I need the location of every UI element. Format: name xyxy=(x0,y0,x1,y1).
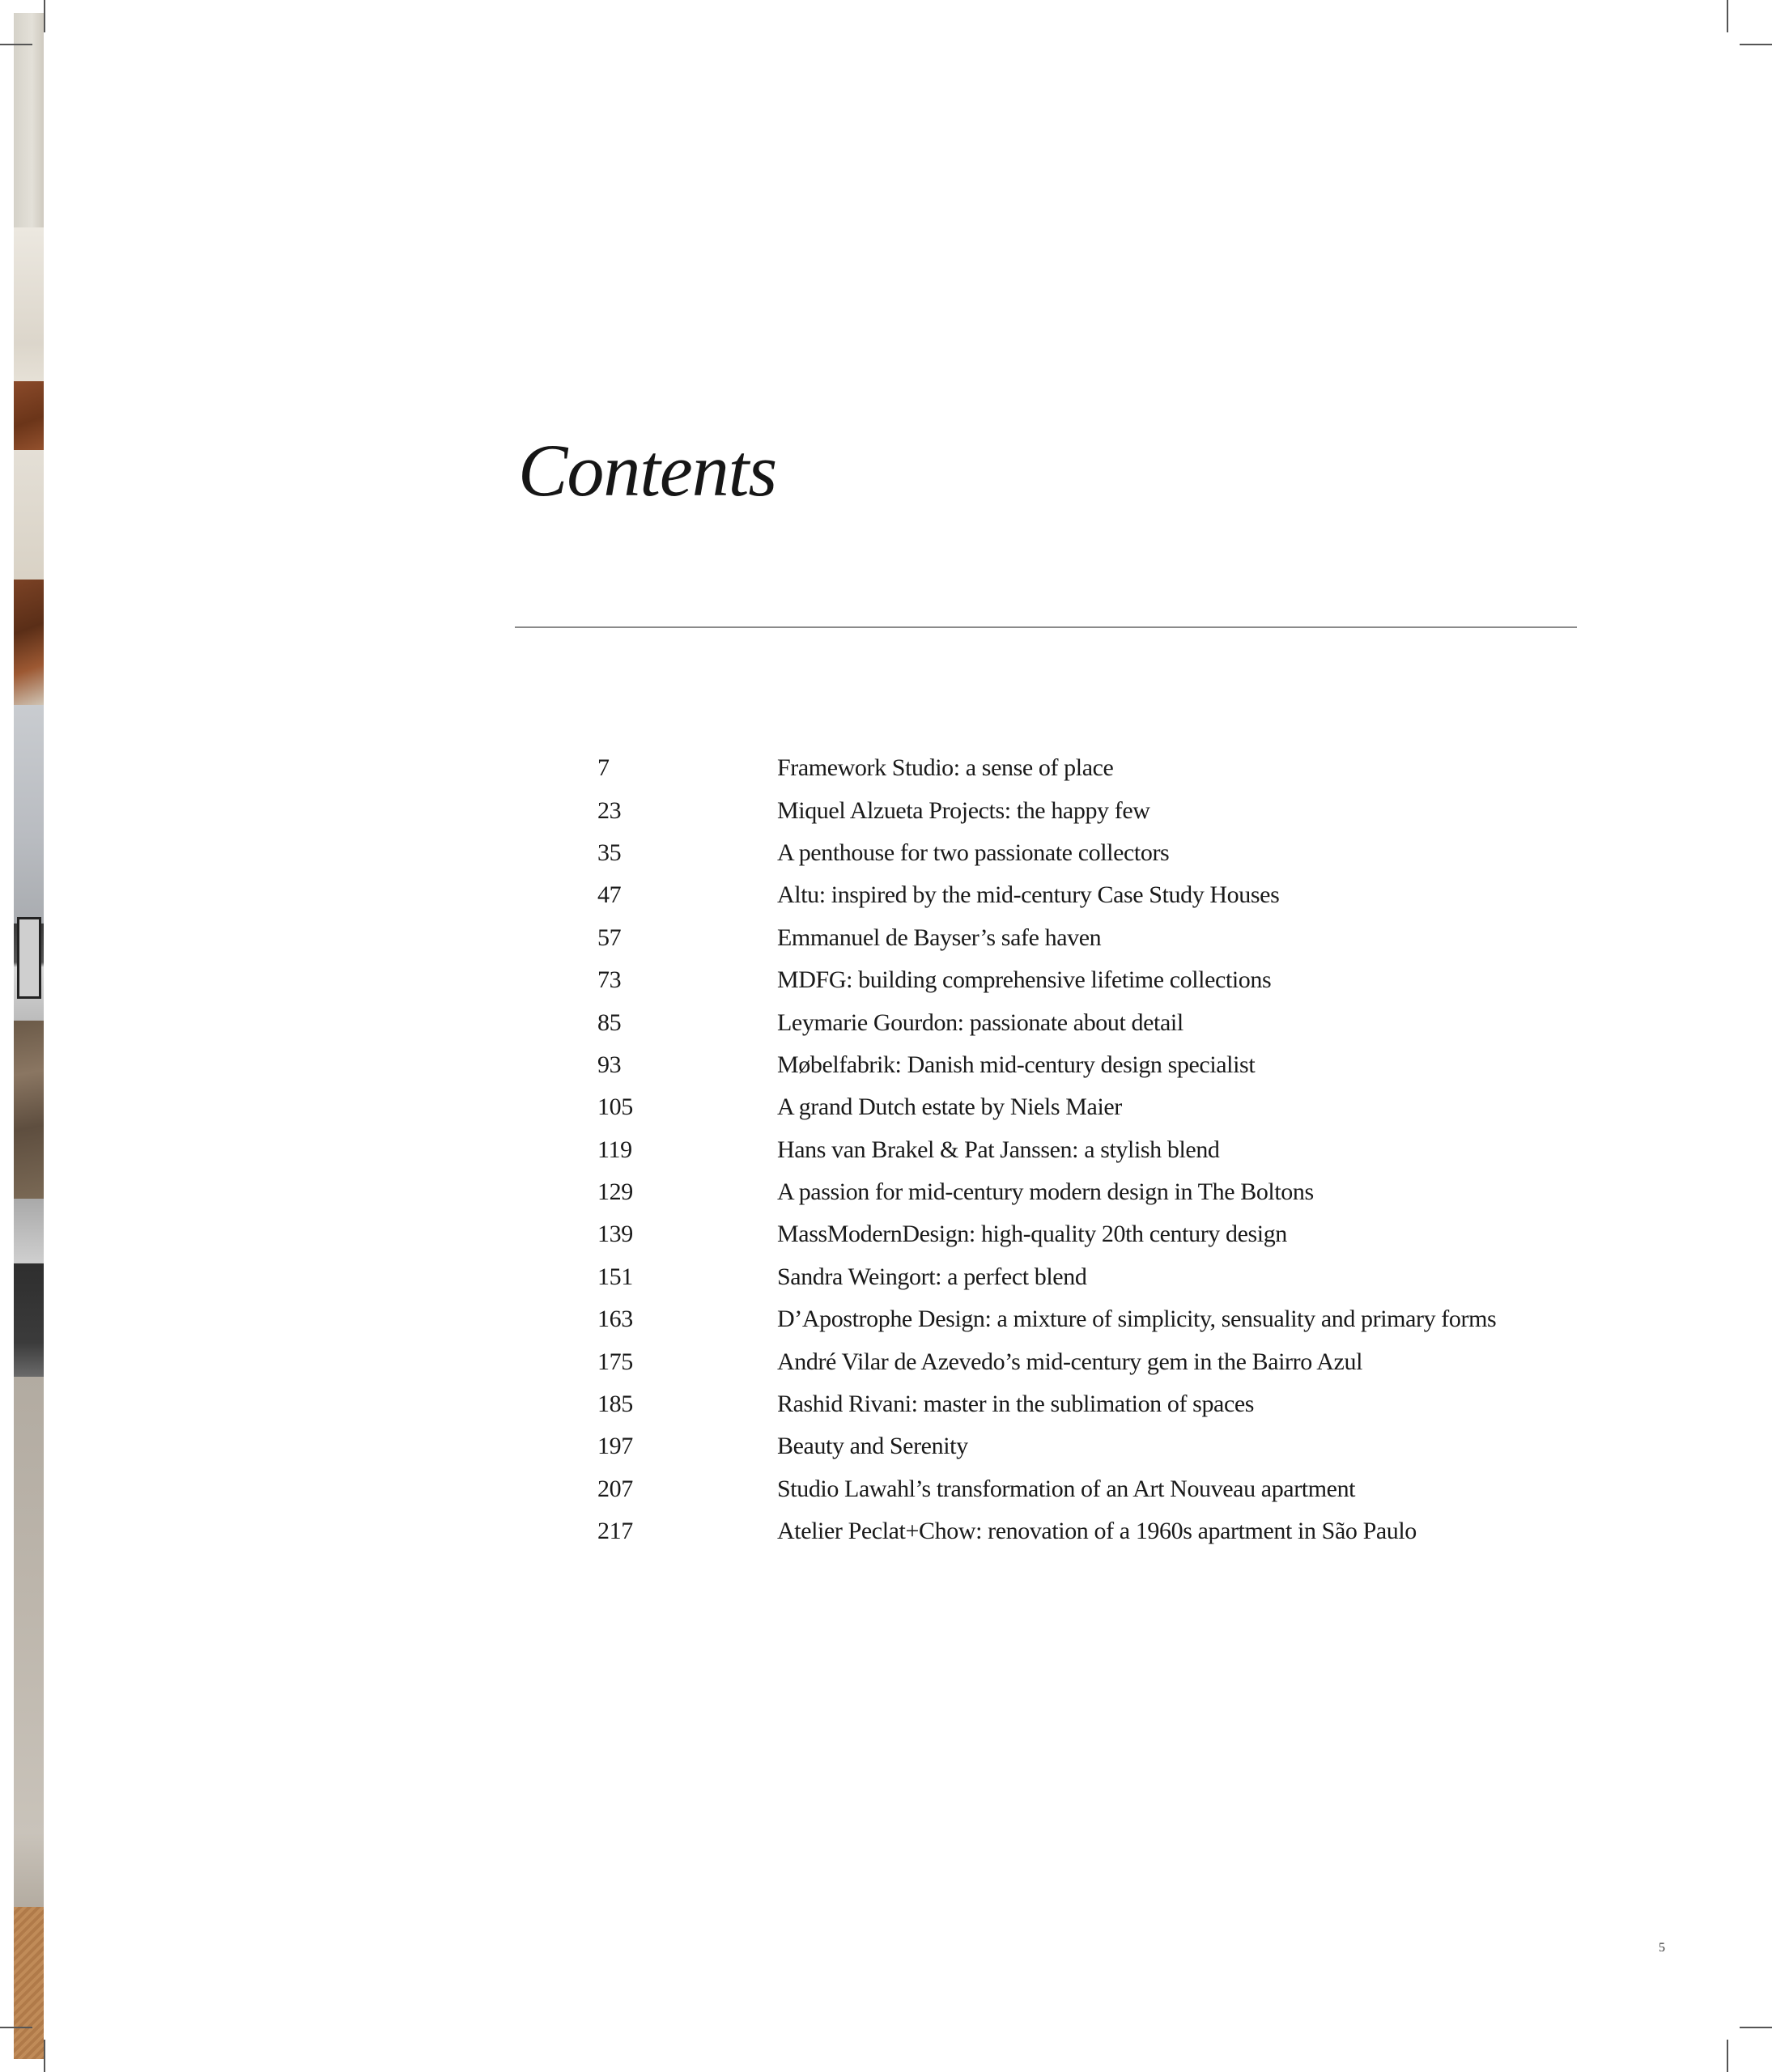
toc-page-number: 197 xyxy=(597,1433,633,1460)
photo-segment xyxy=(14,580,44,705)
toc-page-number: 35 xyxy=(597,839,622,866)
toc-entry-title: Framework Studio: a sense of place xyxy=(777,754,1114,782)
toc-entry-title: MassModernDesign: high-quality 20th century design xyxy=(777,1221,1287,1248)
toc-entry-title: André Vilar de Azevedo’s mid-century gem in the Bairro Azul xyxy=(777,1348,1363,1375)
toc-entry[interactable] xyxy=(597,1213,1642,1255)
photo-segment xyxy=(14,1199,44,1263)
toc-entry[interactable] xyxy=(597,917,1642,959)
toc-entry-title: A grand Dutch estate by Niels Maier xyxy=(777,1093,1122,1121)
toc-entry[interactable] xyxy=(597,1298,1642,1340)
toc-page-number: 105 xyxy=(597,1093,633,1121)
crop-mark xyxy=(1727,2040,1728,2072)
toc-page-number: 217 xyxy=(597,1518,633,1545)
toc-entry[interactable] xyxy=(597,1425,1642,1467)
toc-entry[interactable] xyxy=(597,1171,1642,1213)
toc-entry[interactable] xyxy=(597,747,1642,789)
toc-entry-title: Leymarie Gourdon: passionate about detail xyxy=(777,1008,1183,1036)
left-photo-strip xyxy=(14,13,44,2059)
crop-mark xyxy=(44,0,45,32)
toc-page-number: 85 xyxy=(597,1008,622,1036)
crop-mark xyxy=(44,2040,45,2072)
toc-entry-title: Rashid Rivani: master in the sublimation of spaces xyxy=(777,1391,1255,1418)
toc-page-number: 23 xyxy=(597,796,622,824)
photo-segment xyxy=(14,1907,44,2059)
toc-entry-title: A passion for mid-century modern design in The Boltons xyxy=(777,1178,1314,1206)
photo-segment xyxy=(14,227,44,393)
crop-mark xyxy=(0,44,32,45)
picture-frame-detail xyxy=(17,917,41,999)
toc-page-number: 139 xyxy=(597,1221,633,1248)
toc-entry[interactable] xyxy=(597,1383,1642,1425)
toc-entry[interactable] xyxy=(597,1468,1642,1510)
toc-page-number: 163 xyxy=(597,1306,633,1333)
toc-entry-title: Miquel Alzueta Projects: the happy few xyxy=(777,796,1150,824)
toc-entry-title: Sandra Weingort: a perfect blend xyxy=(777,1263,1087,1290)
toc-page-number: 151 xyxy=(597,1263,633,1290)
toc-page-number: 93 xyxy=(597,1051,622,1078)
toc-page-number: 7 xyxy=(597,754,610,782)
toc-entry[interactable] xyxy=(597,1256,1642,1298)
toc-entry[interactable] xyxy=(597,874,1642,916)
toc-entry-title: A penthouse for two passionate collectors xyxy=(777,839,1170,866)
toc-entry-title: Atelier Peclat+Chow: renovation of a 1960s apartment in São Paulo xyxy=(777,1518,1417,1545)
crop-mark xyxy=(1740,2027,1772,2028)
toc-entry-title: Beauty and Serenity xyxy=(777,1433,968,1460)
toc-entry[interactable] xyxy=(597,959,1642,1001)
toc-page-number: 175 xyxy=(597,1348,633,1375)
toc-page-number: 119 xyxy=(597,1136,632,1163)
page-title: Contents xyxy=(518,429,777,512)
toc-entry[interactable] xyxy=(597,1044,1642,1086)
toc-page-number: 57 xyxy=(597,923,622,951)
toc-entry-title: Altu: inspired by the mid-century Case Study Houses xyxy=(777,881,1280,909)
crop-mark xyxy=(1740,44,1772,45)
toc-page-number: 185 xyxy=(597,1391,633,1418)
toc-entry[interactable] xyxy=(597,789,1642,831)
page-number: 5 xyxy=(1659,1941,1665,1955)
toc-entry-title: Emmanuel de Bayser’s safe haven xyxy=(777,923,1102,951)
toc-entry-title: Studio Lawahl’s transformation of an Art Nouveau apartment xyxy=(777,1475,1356,1502)
photo-segment xyxy=(14,1377,44,1947)
photo-segment xyxy=(14,450,44,588)
toc-entry[interactable] xyxy=(597,832,1642,874)
toc-page-number: 129 xyxy=(597,1178,633,1206)
toc-page-number: 73 xyxy=(597,966,622,994)
toc-entry-title: MDFG: building comprehensive lifetime collections xyxy=(777,966,1272,994)
photo-segment xyxy=(14,1263,44,1377)
crop-mark xyxy=(1727,0,1728,32)
toc-entry[interactable] xyxy=(597,1510,1642,1552)
toc-page-number: 47 xyxy=(597,881,622,909)
toc-entry[interactable] xyxy=(597,1129,1642,1171)
toc-entry-title: D’Apostrophe Design: a mixture of simplicity, sensuality and primary forms xyxy=(777,1306,1497,1333)
photo-segment xyxy=(14,1021,44,1199)
toc-page-number: 207 xyxy=(597,1475,633,1502)
toc-entry[interactable] xyxy=(597,1001,1642,1043)
toc-entry-title: Hans van Brakel & Pat Janssen: a stylish blend xyxy=(777,1136,1220,1163)
toc-entry-title: Møbelfabrik: Danish mid-century design specialist xyxy=(777,1051,1256,1078)
toc-entry[interactable] xyxy=(597,1340,1642,1382)
table-of-contents xyxy=(597,747,1642,1552)
crop-mark xyxy=(0,2027,32,2028)
photo-segment xyxy=(14,705,44,923)
title-divider xyxy=(515,626,1577,628)
toc-entry[interactable] xyxy=(597,1086,1642,1128)
